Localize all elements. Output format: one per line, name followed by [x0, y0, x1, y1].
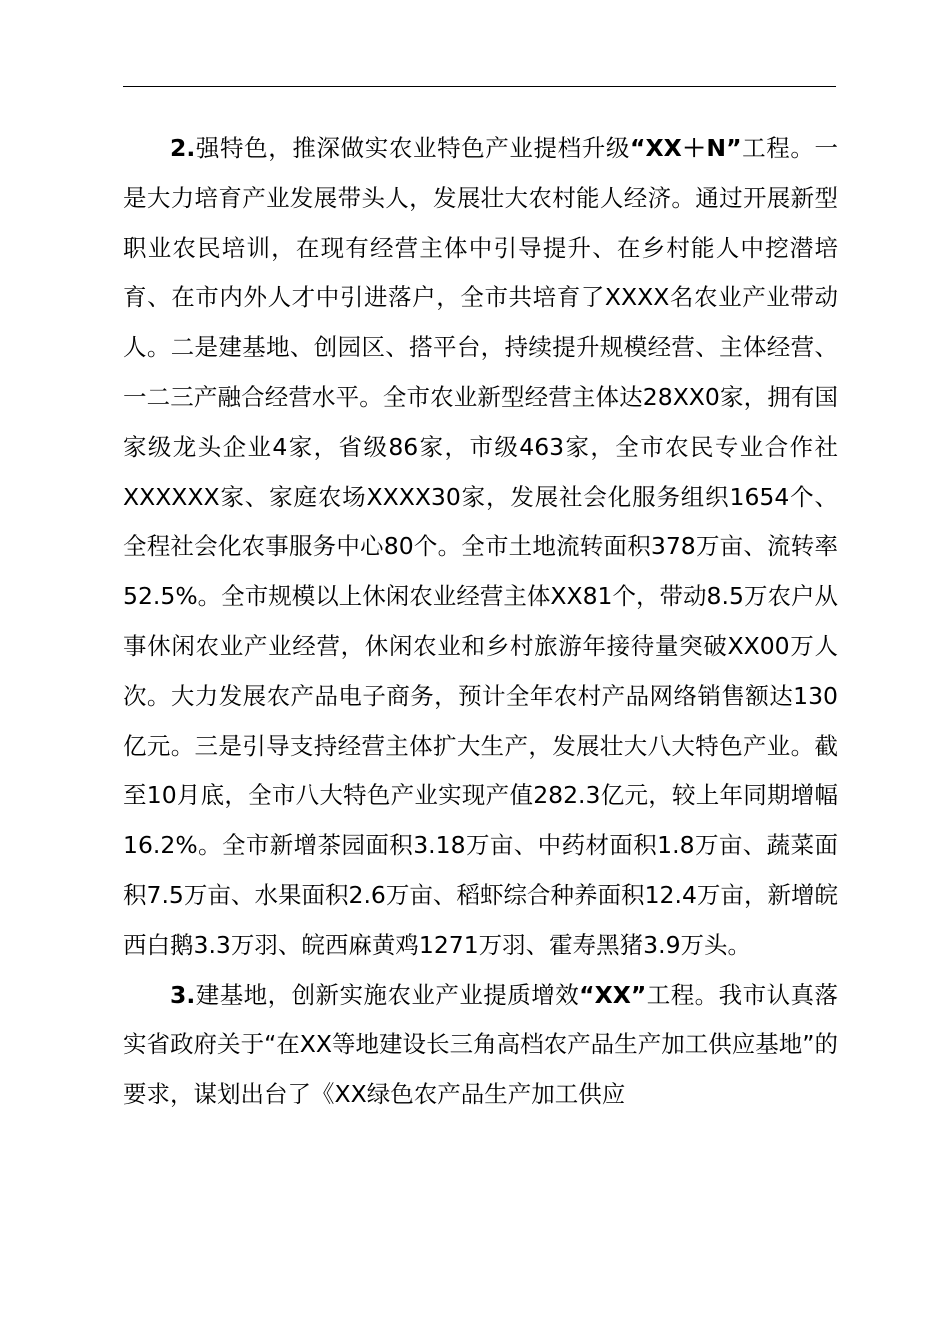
paragraph-text: 我市认真落实省政府关于“在XX等地建设长三角高档农产品生产加工供应基地”的要求，谋划出台了《XX绿色农产品生产加工供应 [123, 980, 839, 1109]
section-heading-end: 工程。 [646, 980, 719, 1009]
header-rule [123, 86, 836, 87]
paragraph-section-3 [123, 971, 838, 1120]
paragraph-section-2 [123, 124, 838, 971]
document-body [123, 124, 838, 1120]
section-heading-end: 工程。 [741, 134, 815, 162]
section-number: 3. [170, 980, 196, 1009]
section-heading: 强特色，推深做实农业特色产业提档升级 [195, 134, 631, 162]
section-heading: 建基地，创新实施农业产业提质增效 [195, 980, 580, 1009]
project-name: “XX＋N” [630, 134, 742, 162]
section-number: 2. [170, 134, 196, 162]
paragraph-text: 一是大力培育产业发展带头人，发展壮大农村能人经济。通过开展新型职业农民培训，在现有经营主体中引导提升、在乡村能人中挖潜培育、在市内外人才中引进落户，全市共培育了XXXX名农业产业带动人。二是建基地、创园区、搭平台，持续提升规模经营、主体经营、一二三产融合经营水平。全市农业新型经营主体达28XX0家，拥有国家级龙头企业4家，省级86家，市级463家，全市农民专业合作社XXXXXX家、家庭农场XXXX30家，发展社会化服务组织1654个、全程社会化农事服务中心80个。全市土地流转面积378万亩、流转率52.5%。全市规模以上休闲农业经营主体XX81个，带动8.5万农户从事休闲农业产业经营，休闲农业和乡村旅游年接待量突破XX00万人次。大力发展农产品电子商务，预计全年农村产品网络销售额达130亿元。三是引导支持经营主体扩大生产，发展壮大八大特色产业。截至10月底，全市八大特色产业实现产值282.3亿元，较上年同期增幅16.2%。全市新增茶园面积3.18万亩、中药材面积1.8万亩、蔬菜面积7.5万亩、水果面积2.6万亩、稻虾综合种养面积12.4万亩，新增皖西白鹅3.3万羽、皖西麻黄鸡1271万羽、霍寿黑猪3.9万头。 [123, 134, 839, 959]
project-name: “XX” [579, 980, 647, 1009]
